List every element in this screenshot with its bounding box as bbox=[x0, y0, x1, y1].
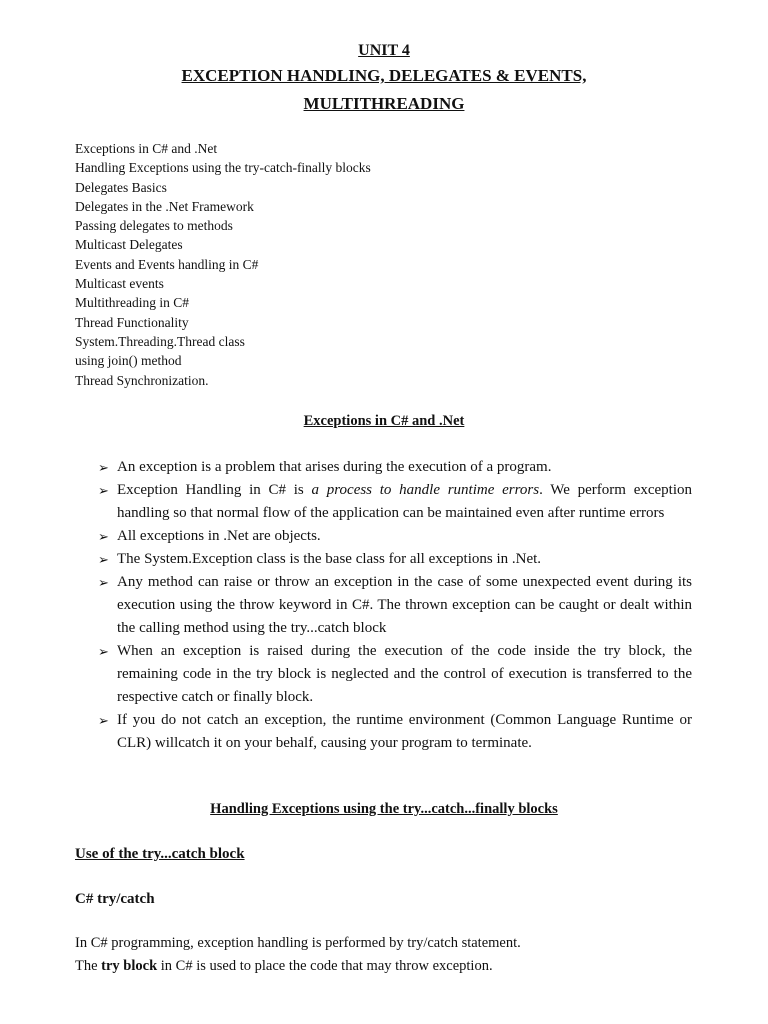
topic-item: Delegates Basics bbox=[75, 179, 167, 195]
paragraph-prefix: The bbox=[75, 958, 102, 974]
topic-item: Multicast events bbox=[75, 276, 164, 292]
bullet-text: If you do not catch an exception, the runtime environment (Common Language Runtime or CLR) willcatch it on your behalf, causing your program to terminate. bbox=[117, 712, 692, 751]
topic-item: Passing delegates to methods bbox=[75, 218, 233, 234]
paragraph-try-block bbox=[75, 958, 493, 975]
exceptions-bullet-list bbox=[98, 456, 692, 755]
topic-item: Thread Synchronization. bbox=[75, 372, 209, 388]
section-heading-exceptions: Exceptions in C# and .Net bbox=[303, 413, 465, 429]
topic-item: Handling Exceptions using the try-catch-finally blocks bbox=[75, 160, 371, 176]
subheading-try-catch-use: Use of the try...catch block bbox=[75, 846, 245, 862]
arrow-bullet-icon: ➢ bbox=[98, 552, 109, 567]
topic-item: System.Threading.Thread class bbox=[75, 333, 245, 349]
bullet-text: All exceptions in .Net are objects. bbox=[117, 528, 321, 544]
bullet-text-suffix: . We perform exception handling so that normal flow of the application can be maintained even after runtime errors bbox=[117, 482, 692, 521]
bullet-item bbox=[98, 479, 692, 525]
paragraph-suffix: in C# is used to place the code that may throw exception. bbox=[157, 958, 493, 974]
bullet-text: The System.Exception class is the base class for all exceptions in .Net. bbox=[117, 551, 542, 567]
topic-item: Thread Functionality bbox=[75, 314, 189, 330]
topic-item: Multithreading in C# bbox=[75, 295, 189, 311]
bullet-text: An exception is a problem that arises during the execution of a program. bbox=[117, 459, 552, 475]
topic-item: Exceptions in C# and .Net bbox=[75, 141, 218, 156]
arrow-bullet-icon: ➢ bbox=[98, 575, 109, 590]
bullet-item bbox=[98, 709, 692, 755]
arrow-bullet-icon: ➢ bbox=[98, 713, 109, 728]
bullet-text: Any method can raise or throw an exception in the case of some unexpected event during its execution using the throw keyword in C#. The thrown exception can be caught or dealt within the calling method using the try...catch block bbox=[117, 574, 692, 636]
bullet-item bbox=[98, 456, 692, 479]
unit-label: UNIT 4 bbox=[358, 42, 410, 59]
section-heading-try-catch-finally: Handling Exceptions using the try...catch...finally blocks bbox=[210, 801, 558, 817]
arrow-bullet-icon: ➢ bbox=[98, 529, 109, 544]
topics-list bbox=[75, 139, 371, 390]
bullet-item bbox=[98, 525, 692, 548]
subheading-csharp-try-catch: C# try/catch bbox=[75, 891, 155, 907]
bullet-item bbox=[98, 548, 692, 571]
topic-item: Events and Events handling in C# bbox=[75, 256, 259, 272]
paragraph-bold-term: try block bbox=[101, 958, 158, 974]
bullet-item bbox=[98, 571, 692, 640]
arrow-bullet-icon: ➢ bbox=[98, 483, 109, 498]
topic-item: using join() method bbox=[75, 353, 182, 369]
document-title-line-2: MULTITHREADING bbox=[303, 94, 465, 113]
paragraph-intro: In C# programming, exception handling is performed by try/catch statement. bbox=[75, 935, 521, 951]
arrow-bullet-icon: ➢ bbox=[98, 644, 109, 659]
bullet-text bbox=[117, 479, 692, 525]
bullet-text-italic: a process to handle runtime errors bbox=[311, 482, 540, 498]
bullet-text: When an exception is raised during the execution of the code inside the try block, the remaining code in the try block is neglected and the control of execution is transferred to the respective catch or finally block. bbox=[117, 643, 692, 705]
bullet-item bbox=[98, 640, 692, 709]
bullet-text-prefix: Exception Handling in C# is bbox=[117, 482, 304, 498]
topic-item: Delegates in the .Net Framework bbox=[75, 198, 254, 214]
topic-item: Multicast Delegates bbox=[75, 237, 183, 253]
arrow-bullet-icon: ➢ bbox=[98, 460, 109, 475]
document-title-line-1: EXCEPTION HANDLING, DELEGATES & EVENTS, bbox=[181, 66, 587, 85]
